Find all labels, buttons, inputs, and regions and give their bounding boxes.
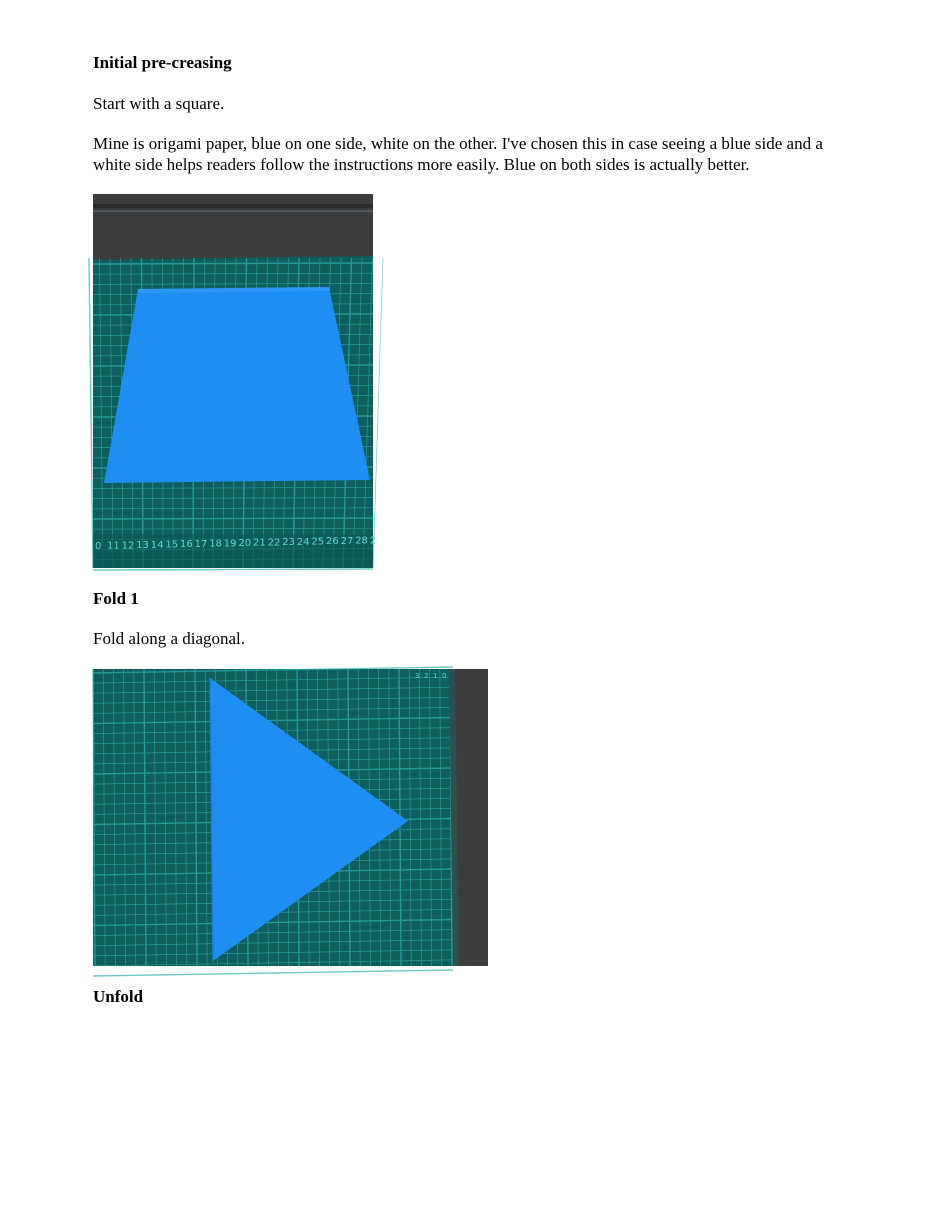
ruler-number: 24 [296,536,310,548]
ruler-number: 23 [282,537,295,549]
ruler-number: 16 [180,539,193,551]
paragraph-fold-diagonal: Fold along a diagonal. [93,629,246,648]
ruler-number: 14 [150,539,164,551]
photo-blue-square [93,194,377,568]
blue-square-paper [104,287,370,483]
ruler-number: 0 [442,672,447,680]
ruler-number: 2 [424,672,429,680]
ruler-number: 28 [355,535,368,547]
ruler-number: 19 [223,538,237,550]
ruler-number: 26 [326,536,339,548]
ruler-number: 15 [165,539,179,551]
ruler-number: 21 [253,537,266,549]
ruler-number: 20 [238,538,252,549]
ruler-number: 22 [267,537,281,549]
ruler-number: 12 [121,540,135,552]
heading-initial-pre-creasing: Initial pre-creasing [93,53,232,72]
paragraph-paper-description: Mine is origami paper, blue on one side, white on the other. I've chosen this in case seeing a blue side and a white side helps readers follow the instructions more easily. Blue on both sides is actually better. [93,134,823,174]
paragraph-start-square: Start with a square. [93,94,225,113]
ruler-number: 25 [311,536,325,548]
ruler-number: 11 [107,540,120,552]
ruler-number: 1 [433,672,438,680]
ruler-number: 17 [194,538,208,550]
ruler-number: 3 [415,672,420,680]
ruler-number: 18 [209,538,222,550]
heading-unfold: Unfold [93,987,144,1006]
ruler-number: 0 [95,541,102,552]
photo-folded-triangle [93,669,488,966]
ruler-number: 2 [369,535,377,547]
ruler-number: 27 [340,535,354,547]
ruler-number: 13 [136,540,149,552]
heading-fold-1: Fold 1 [93,589,139,608]
